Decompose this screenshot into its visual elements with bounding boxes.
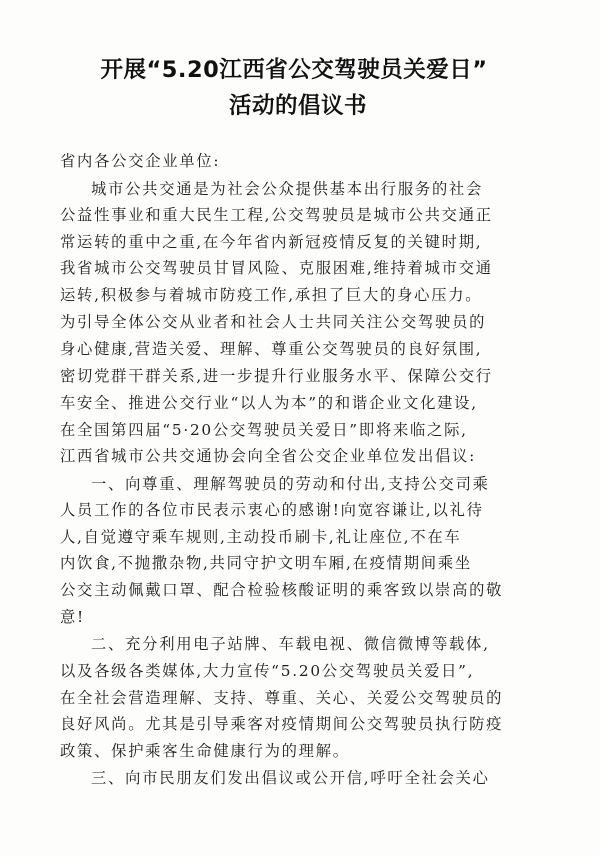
- title-line-1: 开展“5.20江西省公交驾驶员关爱日”: [100, 57, 488, 83]
- para1-line: 密切党群干群关系,进一步提升行业服务水平、保障公交行: [60, 367, 493, 385]
- para1-line: 运转,积极参与着城市防疫工作,承担了巨大的身心压力。: [60, 286, 483, 304]
- para3-line: 在全社会营造理解、支持、尊重、关心、关爱公交驾驶员的: [60, 689, 504, 707]
- para1-line: 在全国第四届“5·20公交驾驶员关爱日”即将来临之际,: [60, 421, 468, 439]
- para2-line: 内饮食,不抛撒杂物,共同守护文明车厢,在疫情期间乘坐: [60, 554, 472, 572]
- para4-line: 三、向市民朋友们发出倡议或公开信,呼吁全社会关心: [91, 769, 490, 787]
- para1-line: 我省城市公交驾驶员甘冒风险、克服困难,维持着城市交通: [60, 259, 493, 277]
- para3-line: 以及各级各类媒体,大力宣传“5.20公交驾驶员关爱日”,: [60, 662, 475, 680]
- para3-line: 良好风尚。尤其是引导乘客对疫情期间公交驾驶员执行防疫: [60, 715, 504, 733]
- para1-line: 为引导全体公交从业者和社会人士共同关注公交驾驶员的: [60, 313, 487, 331]
- para1-line: 常运转的重中之重,在今年省内新冠疫情反复的关键时期,: [60, 233, 483, 251]
- para2-line: 公交主动佩戴口罩、配合检验核酸证明的乘客致以崇高的敬: [60, 581, 504, 599]
- para3-line: 政策、保护乘客生命健康行为的理解。: [60, 742, 350, 760]
- para2-line: 人,自觉遵守乘车规则,主动投币刷卡,礼让座位,不在车: [60, 528, 462, 546]
- para2-line: 人员工作的各位市民表示衷心的感谢!向宽容谦让,以礼待: [60, 501, 484, 519]
- para2-line: 意!: [60, 608, 85, 626]
- para3-line: 二、充分利用电子站牌、车载电视、微信微博等载体,: [91, 635, 490, 653]
- para2-line: 一、向尊重、理解驾驶员的劳动和付出,支持公交司乘: [91, 475, 490, 493]
- para1-line: 身心健康,营造关爱、理解、尊重公交驾驶员的良好氛围,: [60, 340, 483, 358]
- para1-line: 江西省城市公共交通协会向全省公交企业单位发出倡议:: [60, 447, 477, 465]
- para1-line: 车安全、推进公交行业“以人为本”的和谐企业文化建设,: [60, 394, 478, 412]
- para1-line: 公益性事业和重大民生工程,公交驾驶员是城市公共交通正: [60, 206, 493, 224]
- salutation: 省内各公交企业单位:: [60, 152, 221, 170]
- title-line-2: 活动的倡议书: [228, 93, 367, 119]
- para1-line: 城市公共交通是为社会公众提供基本出行服务的社会: [91, 180, 484, 198]
